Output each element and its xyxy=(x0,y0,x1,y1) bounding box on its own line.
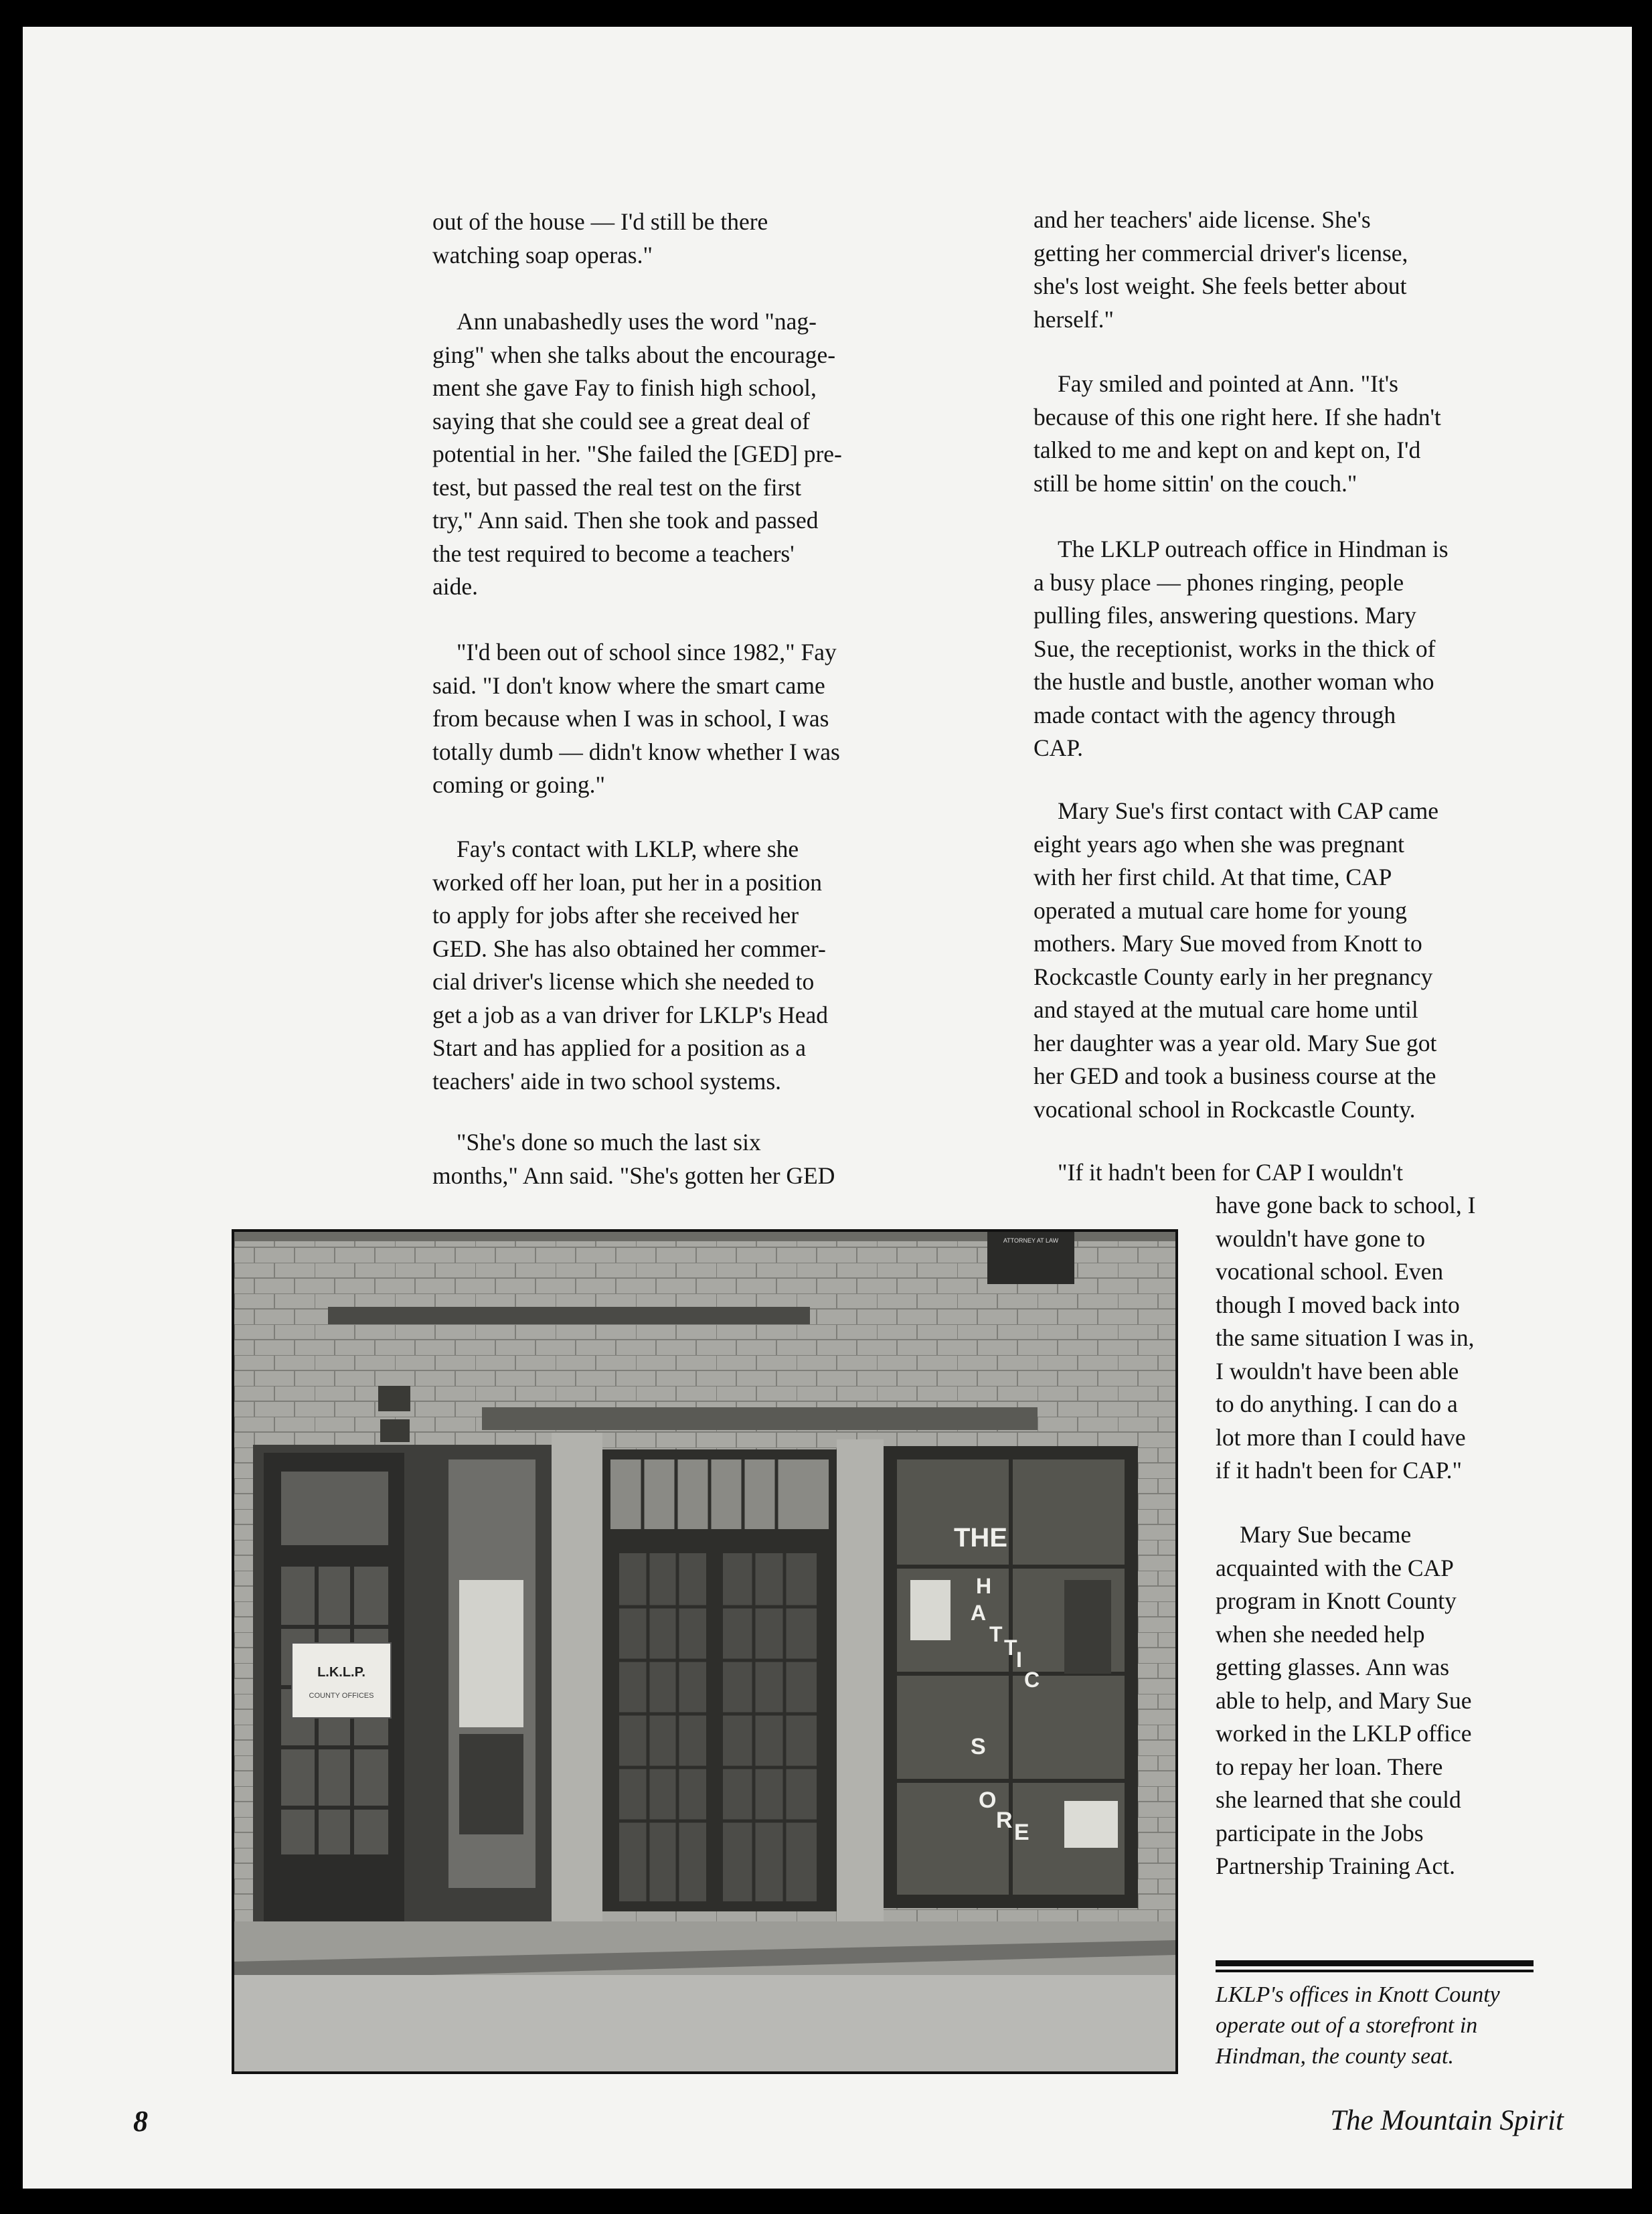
left-paragraph-3: "I'd been out of school since 1982," Fay said. "I don't know where the smart came from because when I was in school, I was totally dumb — didn't know whether I was coming or going." xyxy=(432,639,840,798)
shop-letter: H xyxy=(976,1574,992,1598)
shop-letter: R xyxy=(996,1808,1013,1833)
left-paragraph-2: Ann unabashedly uses the word "nag- ging" when she talks about the encourage- ment she gave Fay to finish high school, saying that she could see a great deal of potential in her. "She failed the [GED] pre- test, but passed the real test on the first try," Ann said. Then she took and passed the test required to become a teachers' aide. xyxy=(432,308,842,600)
right-paragraph-2: Fay smiled and pointed at Ann. "It's because of this one right here. If she hadn't talked to me and kept on and kept on, I'd still be home sittin' on the couch." xyxy=(1034,370,1441,497)
storefront-illustration xyxy=(234,1232,1175,2071)
attorney-window-text: ATTORNEY AT LAW xyxy=(1003,1237,1059,1244)
right-paragraph-3: The LKLP outreach office in Hindman is a busy place — phones ringing, people pulling files, answering questions. Mary Sue, the receptionist, works in the thick of the hustle and bustle, another woman who made contact with the agency through CAP. xyxy=(1034,536,1449,761)
double-door xyxy=(602,1449,837,1911)
shop-word-the: THE xyxy=(954,1523,1007,1553)
caption-rule-thin xyxy=(1216,1970,1534,1972)
quote-paragraph: have gone back to school, I wouldn't have gone to vocational school. Even though I moved back into the same situation I was in, I wouldn't have been able to do anything. I can do a lot more than I could have if it hadn't been for CAP." xyxy=(1216,1192,1476,1484)
right-paragraph-1: and her teachers' aide license. She's getting her commercial driver's license, she's lost weight. She feels better about herself." xyxy=(1034,206,1408,333)
magazine-page xyxy=(23,27,1632,2189)
shop-letter: I xyxy=(1016,1648,1022,1672)
lklp-sign-title: L.K.L.P. xyxy=(317,1665,365,1680)
page-number: 8 xyxy=(133,2105,148,2138)
closing-paragraph: Mary Sue became acquainted with the CAP program in Knott County when she needed help getting glasses. Ann was able to help, and Mary Sue worked in the LKLP office to repay her loan. There she learned that she could participate in the Jobs Partnership Training Act. xyxy=(1216,1521,1472,1879)
shop-letter: T xyxy=(989,1622,1003,1646)
publication-name: The Mountain Spirit xyxy=(1330,2105,1564,2136)
lklp-door-sign xyxy=(292,1643,391,1718)
shop-letter: T xyxy=(1004,1636,1017,1660)
left-display-window xyxy=(448,1459,535,1888)
shop-letter: C xyxy=(1024,1668,1040,1692)
storefront-photo xyxy=(232,1229,1178,2074)
caption-rule-thick xyxy=(1216,1960,1534,1966)
photo-caption: LKLP's offices in Knott County operate out of a storefront in Hindman, the county seat. xyxy=(1216,1982,1500,2069)
shop-letter: E xyxy=(1014,1820,1029,1845)
left-paragraph-5: "She's done so much the last six months," Ann said. "She's gotten her GED xyxy=(432,1129,835,1189)
left-paragraph-4: Fay's contact with LKLP, where she worked off her loan, put her in a position to apply for jobs after she received her GED. She has also obtained her commer- cial driver's license which she needed to get a job as a van driver for LKLP's Head Start and has applied for a position as a teachers' aide in two school systems. xyxy=(432,836,828,1095)
shop-letter: S xyxy=(971,1734,986,1759)
quote-first-line: "If it hadn't been for CAP I wouldn't xyxy=(1058,1159,1403,1186)
lklp-sign-subtitle: COUNTY OFFICES xyxy=(309,1692,374,1700)
shop-letter: A xyxy=(971,1601,987,1625)
shop-window xyxy=(884,1446,1138,1908)
right-paragraph-4: Mary Sue's first contact with CAP came eight years ago when she was pregnant with her first child. At that time, CAP operated a mutual care home for young mothers. Mary Sue moved from Knott to Rockcastle County early in her pregnancy and stayed at the mutual care home until her daughter was a year old. Mary Sue got her GED and took a business course at the vocational school in Rockcastle County. xyxy=(1034,797,1439,1123)
shop-letter: O xyxy=(979,1788,997,1813)
left-paragraph-1: out of the house — I'd still be there watching soap operas." xyxy=(432,208,768,268)
